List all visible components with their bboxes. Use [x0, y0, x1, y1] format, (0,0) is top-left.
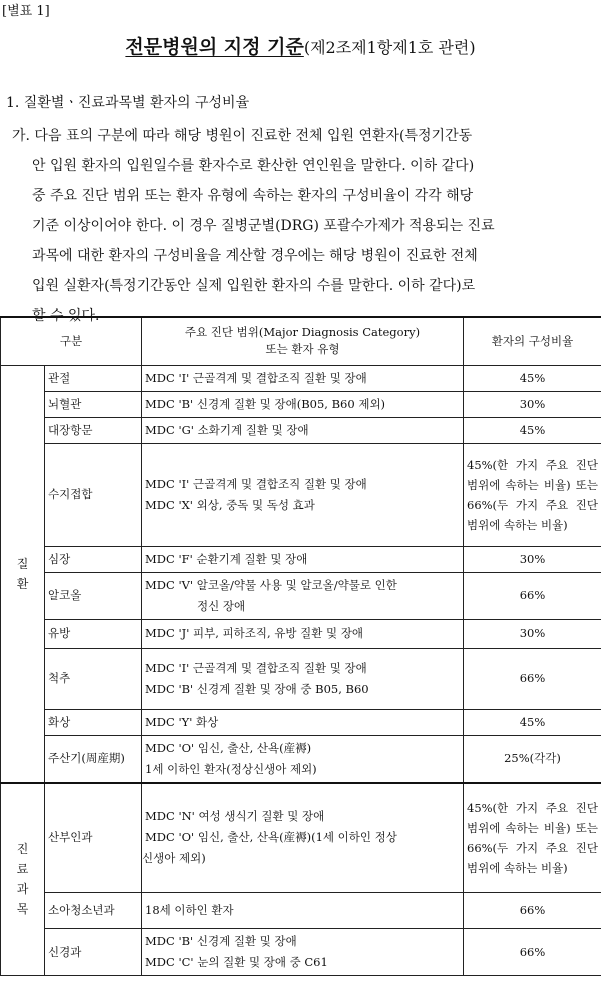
header-ratio: 환자의 구성비율 [464, 317, 601, 365]
row-mdc [142, 735, 464, 783]
row-category: 알코올 [45, 572, 142, 619]
table-row [1, 648, 601, 709]
row-category: 뇌혈관 [45, 391, 142, 417]
row-ratio: 45% [464, 417, 601, 443]
table-row [1, 735, 601, 783]
row-mdc [142, 572, 464, 619]
criteria-table [0, 316, 601, 976]
row-mdc [142, 391, 464, 417]
mdc-line: MDC 'I' 근골격계 및 결합조직 질환 및 장애 [145, 476, 367, 491]
mdc-line: MDC 'G' 소화기계 질환 및 장애 [145, 422, 309, 437]
row-ratio: 66% [464, 572, 601, 619]
row-mdc [142, 619, 464, 648]
header-mdc [142, 317, 464, 365]
row-ratio: 66% [464, 893, 601, 929]
row-mdc [142, 417, 464, 443]
table-row [1, 443, 601, 546]
mdc-line: MDC 'J' 피부, 피하조직, 유방 질환 및 장애 [145, 626, 364, 640]
mdc-line: 1세 이하인 환자(정상신생아 제외) [145, 761, 317, 776]
paragraph-line: 가. 다음 표의 구분에 따라 해당 병원이 진료한 전체 입원 연환자(특정기간동 [12, 128, 473, 144]
row-ratio: 66% [464, 648, 601, 709]
paragraph-line: 할 수 있다. [32, 308, 100, 324]
table-row [1, 546, 601, 572]
mdc-line: MDC 'B' 신경계 질환 및 장애 중 B05, B60 [145, 681, 369, 696]
table-row [1, 619, 601, 648]
table-row [1, 572, 601, 619]
mdc-line: MDC 'O' 임신, 출산, 산욕(産褥) [145, 740, 312, 755]
mdc-line: MDC 'B' 신경계 질환 및 장애(B05, B60 제외) [145, 396, 386, 411]
section-heading: 1. 질환별ㆍ진료과목별 환자의 구성비율 [6, 95, 250, 111]
paragraph-line: 과목에 대한 환자의 구성비율을 계산할 경우에는 해당 병원이 진료한 전체 [32, 248, 478, 264]
paragraph-line: 기준 이상이어야 한다. 이 경우 질병군별(DRG) 포괄수가제가 적용되는 진료 [32, 218, 495, 234]
mdc-line: MDC 'C' 눈의 질환 및 장애 중 C61 [145, 955, 328, 969]
title-main: 전문병원의 지정 기준 [125, 36, 304, 58]
mdc-line: MDC 'N' 여성 생식기 질환 및 장애 [145, 809, 325, 824]
row-category: 심장 [45, 546, 142, 572]
row-category: 소아청소년과 [45, 893, 142, 929]
paragraph-line: 안 입원 환자의 입원일수를 환자수로 환산한 연인원을 말한다. 이하 같다) [32, 158, 475, 174]
row-ratio: 45% [464, 709, 601, 735]
row-category: 척추 [45, 648, 142, 709]
row-ratio: 45% [464, 365, 601, 391]
table-row [1, 893, 601, 929]
section-paragraph [12, 121, 600, 331]
mdc-line: MDC 'I' 근골격계 및 결합조직 질환 및 장애 [145, 660, 367, 675]
mdc-line: MDC 'Y' 화상 [145, 714, 219, 729]
row-ratio: 30% [464, 619, 601, 648]
row-mdc [142, 546, 464, 572]
row-category: 화상 [45, 709, 142, 735]
row-ratio: 45%(한 가지 주요 진단 범위에 속하는 비율) 또는 66%(두 가지 주요 진단 범위에 속하는 비율) [464, 783, 601, 893]
row-ratio: 30% [464, 391, 601, 417]
row-category: 수지접합 [45, 443, 142, 546]
header-category: 구분 [1, 317, 142, 365]
row-mdc [142, 929, 464, 976]
table-row [1, 709, 601, 735]
row-mdc [142, 783, 464, 893]
mdc-line: MDC 'V' 알코올/약물 사용 및 알코올/약물로 인한 [145, 577, 397, 592]
mdc-line: MDC 'B' 신경계 질환 및 장애 [145, 934, 297, 948]
mdc-line: MDC 'X' 외상, 중독 및 독성 효과 [145, 497, 315, 512]
mdc-line: 신생아 제외) [142, 851, 206, 866]
row-mdc [142, 709, 464, 735]
table-row [1, 391, 601, 417]
group-label: 질 환 [1, 365, 45, 783]
paragraph-line: 중 주요 진단 범위 또는 환자 유형에 속하는 환자의 구성비율이 각각 해당 [32, 188, 474, 204]
row-category: 대장항문 [45, 417, 142, 443]
table-header-row [1, 317, 601, 365]
table-row [1, 929, 601, 976]
title-sub: (제2조제1항제1호 관련) [303, 38, 476, 57]
mdc-line: MDC 'O' 임신, 출산, 산욕(産褥)(1세 이하인 정상 [145, 830, 397, 845]
table-row [1, 417, 601, 443]
row-mdc [142, 648, 464, 709]
paragraph-line: 입원 실환자(특정기간동안 실제 입원한 환자의 수를 말한다. 이하 같다)로 [32, 278, 476, 294]
mdc-line: MDC 'I' 근골격계 및 결합조직 질환 및 장애 [145, 370, 367, 385]
row-ratio: 66% [464, 929, 601, 976]
mdc-line: 정신 장애 [197, 598, 246, 613]
row-category: 유방 [45, 619, 142, 648]
row-ratio: 25%(각각) [464, 735, 601, 783]
row-category: 관절 [45, 365, 142, 391]
row-category: 신경과 [45, 929, 142, 976]
row-ratio: 30% [464, 546, 601, 572]
group-label: 진 료 과 목 [1, 783, 45, 976]
row-mdc [142, 365, 464, 391]
row-mdc [142, 893, 464, 929]
row-ratio: 45%(한 가지 주요 진단 범위에 속하는 비율) 또는 66%(두 가지 주요 진단 범위에 속하는 비율) [464, 443, 601, 546]
row-category: 산부인과 [45, 783, 142, 893]
header-mdc-line: 주요 진단 범위(Major Diagnosis Category) [184, 325, 421, 340]
row-category: 주산기(周産期) [45, 735, 142, 783]
row-mdc [142, 443, 464, 546]
attachment-label: [별표 1] [2, 4, 50, 19]
table-row [1, 365, 601, 391]
document-title [0, 32, 601, 59]
mdc-line: MDC 'F' 순환기계 질환 및 장애 [145, 551, 308, 566]
table-row [1, 783, 601, 893]
mdc-line: 18세 이하인 환자 [145, 903, 234, 917]
header-mdc-line: 또는 환자 유형 [265, 342, 340, 357]
